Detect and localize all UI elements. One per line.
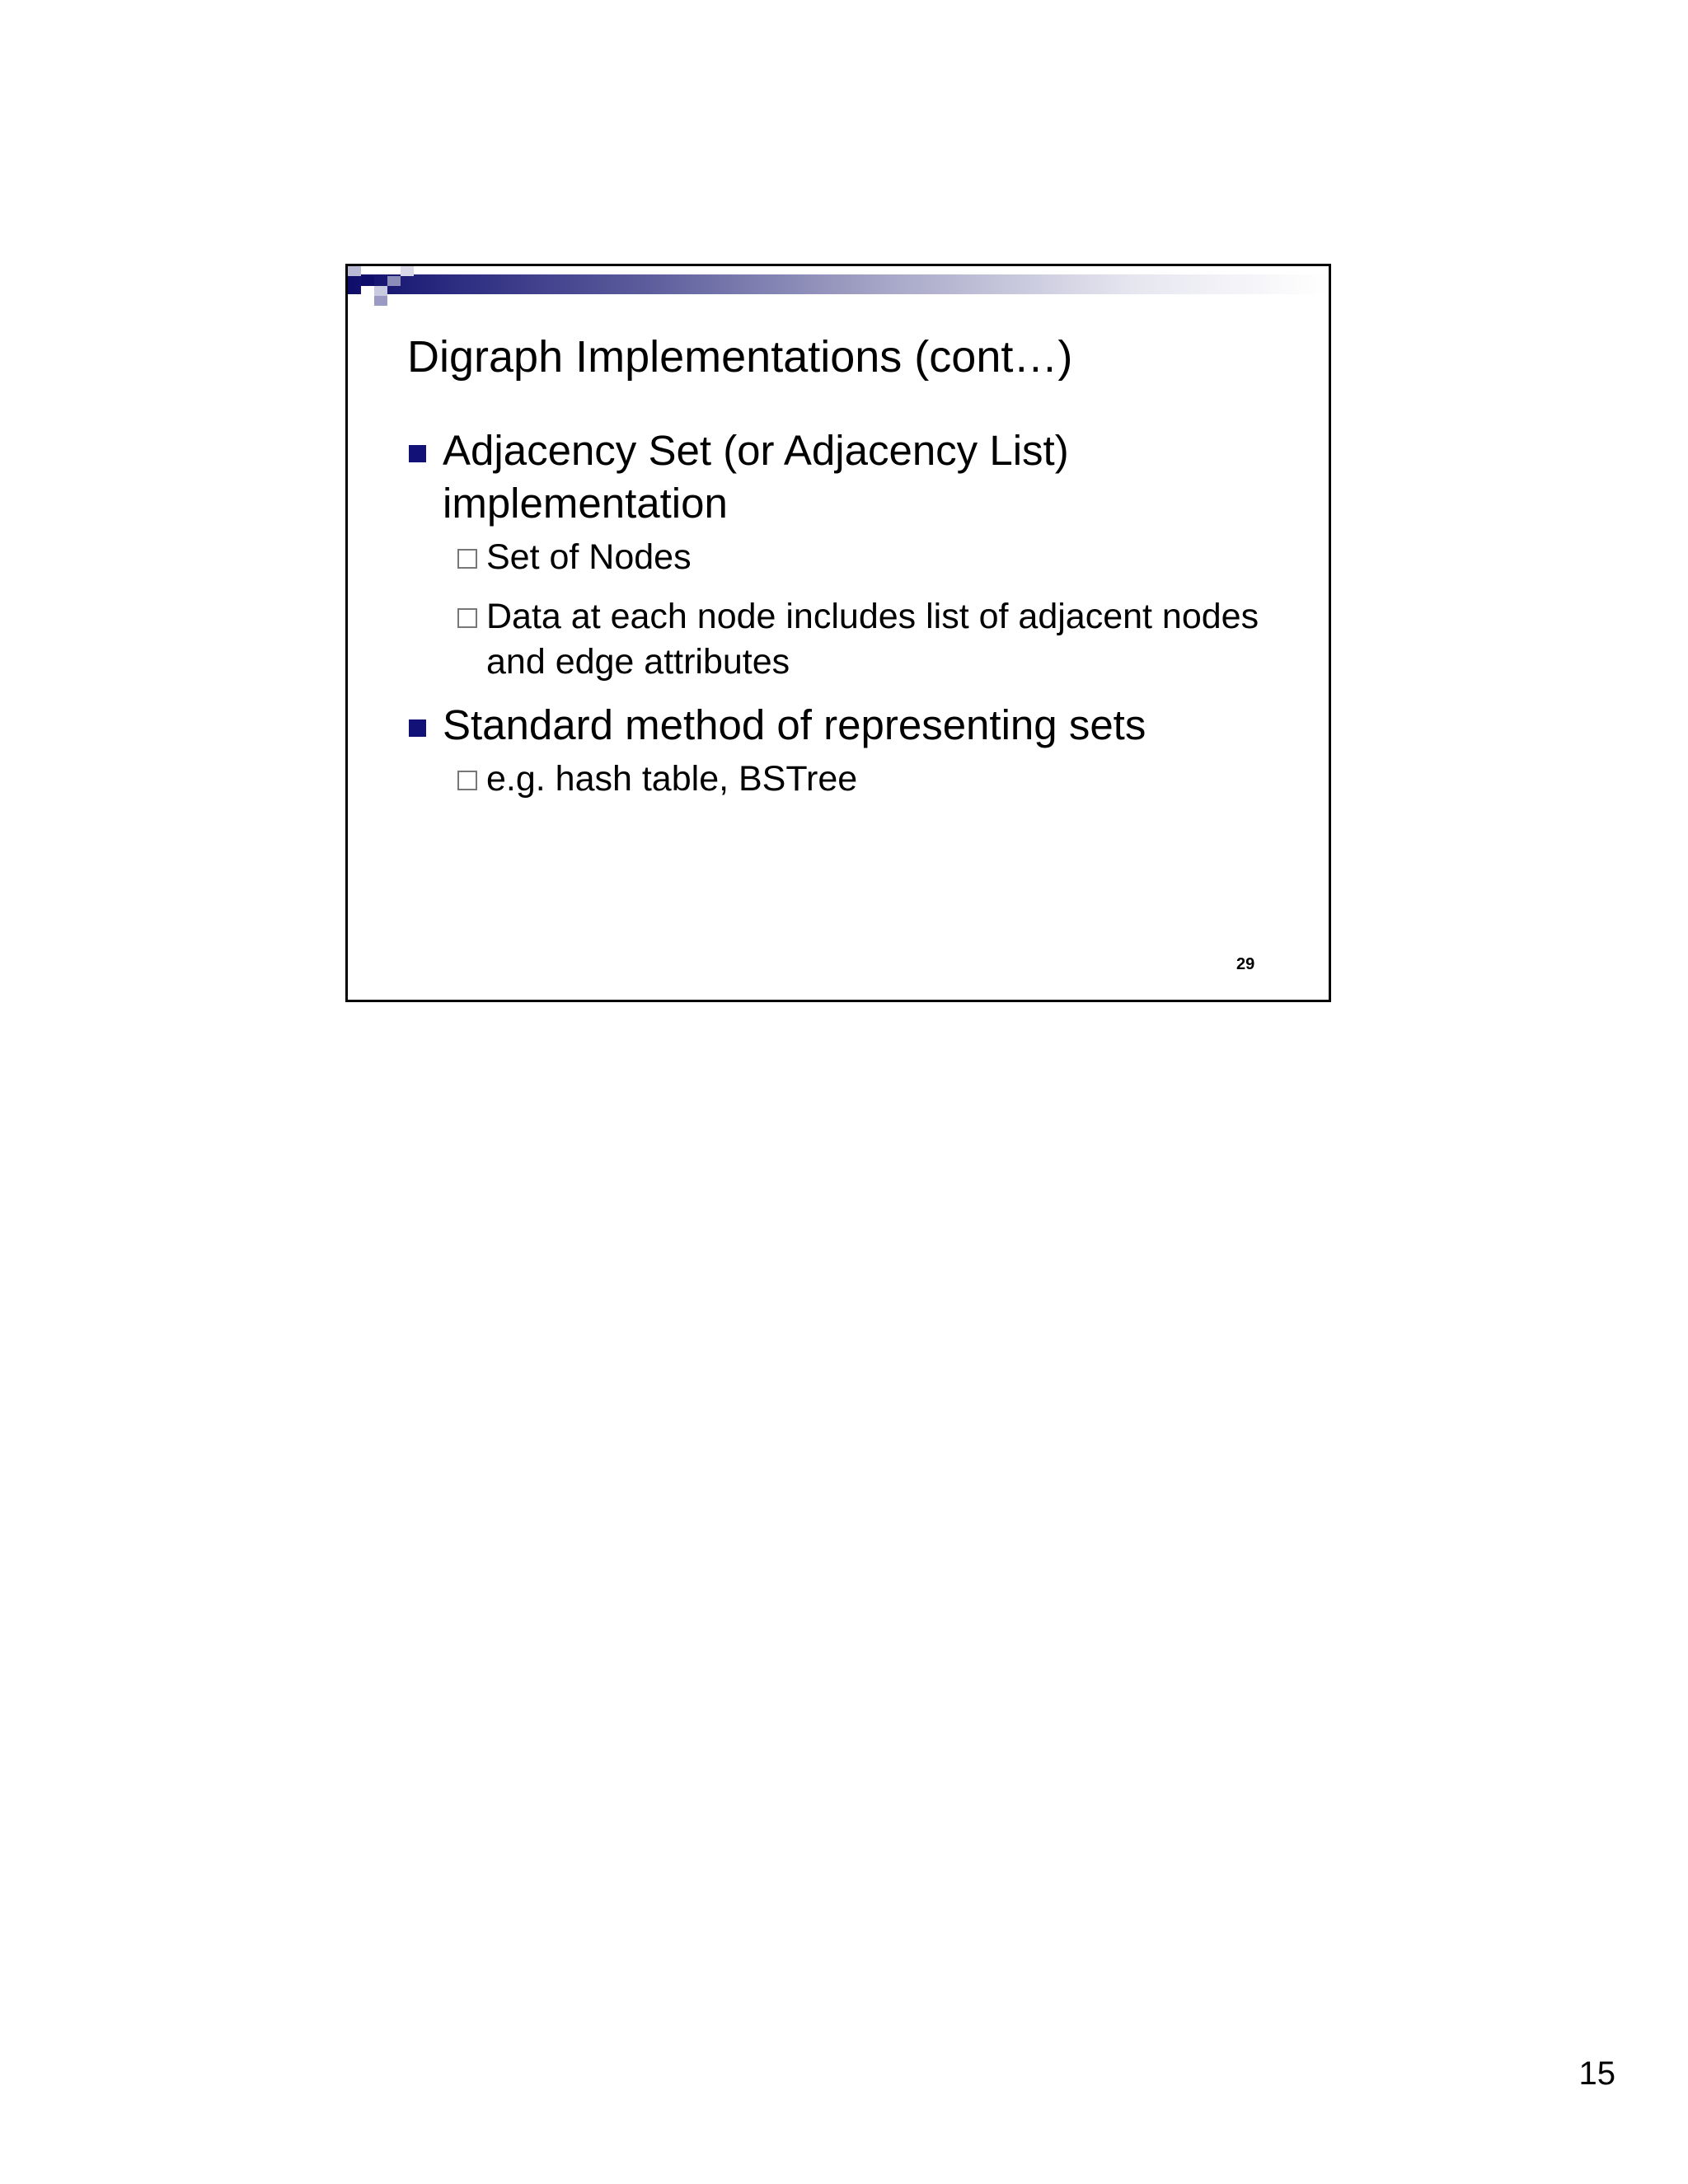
hollow-square-bullet-icon <box>457 608 477 628</box>
square-bullet-icon <box>409 445 426 462</box>
ornament-square <box>374 296 387 306</box>
ornament-square <box>348 266 361 276</box>
sub-bullet-item <box>443 757 1297 802</box>
hollow-square-bullet-icon <box>457 771 477 790</box>
sub-bullet-text: Set of Nodes <box>486 537 692 577</box>
page-number: 15 <box>1578 2055 1615 2092</box>
bullet-list <box>407 424 1297 816</box>
slide-number: 29 <box>1236 955 1255 973</box>
hollow-square-bullet-icon <box>457 549 477 569</box>
sub-bullet-item <box>443 594 1297 685</box>
bullet-item <box>407 699 1297 752</box>
header-gradient-bar <box>348 274 1329 294</box>
ornament-square <box>361 286 374 296</box>
sub-bullet-text: Data at each node includes list of adjacent nodes and edge attributes <box>486 597 1259 682</box>
ornament-square <box>387 276 401 286</box>
sub-bullet-text: e.g. hash table, BSTree <box>486 759 858 799</box>
slide-frame <box>345 264 1331 1002</box>
square-bullet-icon <box>409 719 426 737</box>
ornament-square <box>374 286 387 296</box>
slide-title: Digraph Implementations (cont…) <box>407 332 1073 382</box>
ornament-square <box>361 276 374 286</box>
bullet-item <box>407 424 1297 530</box>
bullet-text: Adjacency Set (or Adjacency List) implementation <box>443 427 1069 527</box>
sub-bullet-item <box>443 535 1297 580</box>
ornament-square <box>401 266 414 276</box>
bullet-text: Standard method of representing sets <box>443 701 1146 748</box>
